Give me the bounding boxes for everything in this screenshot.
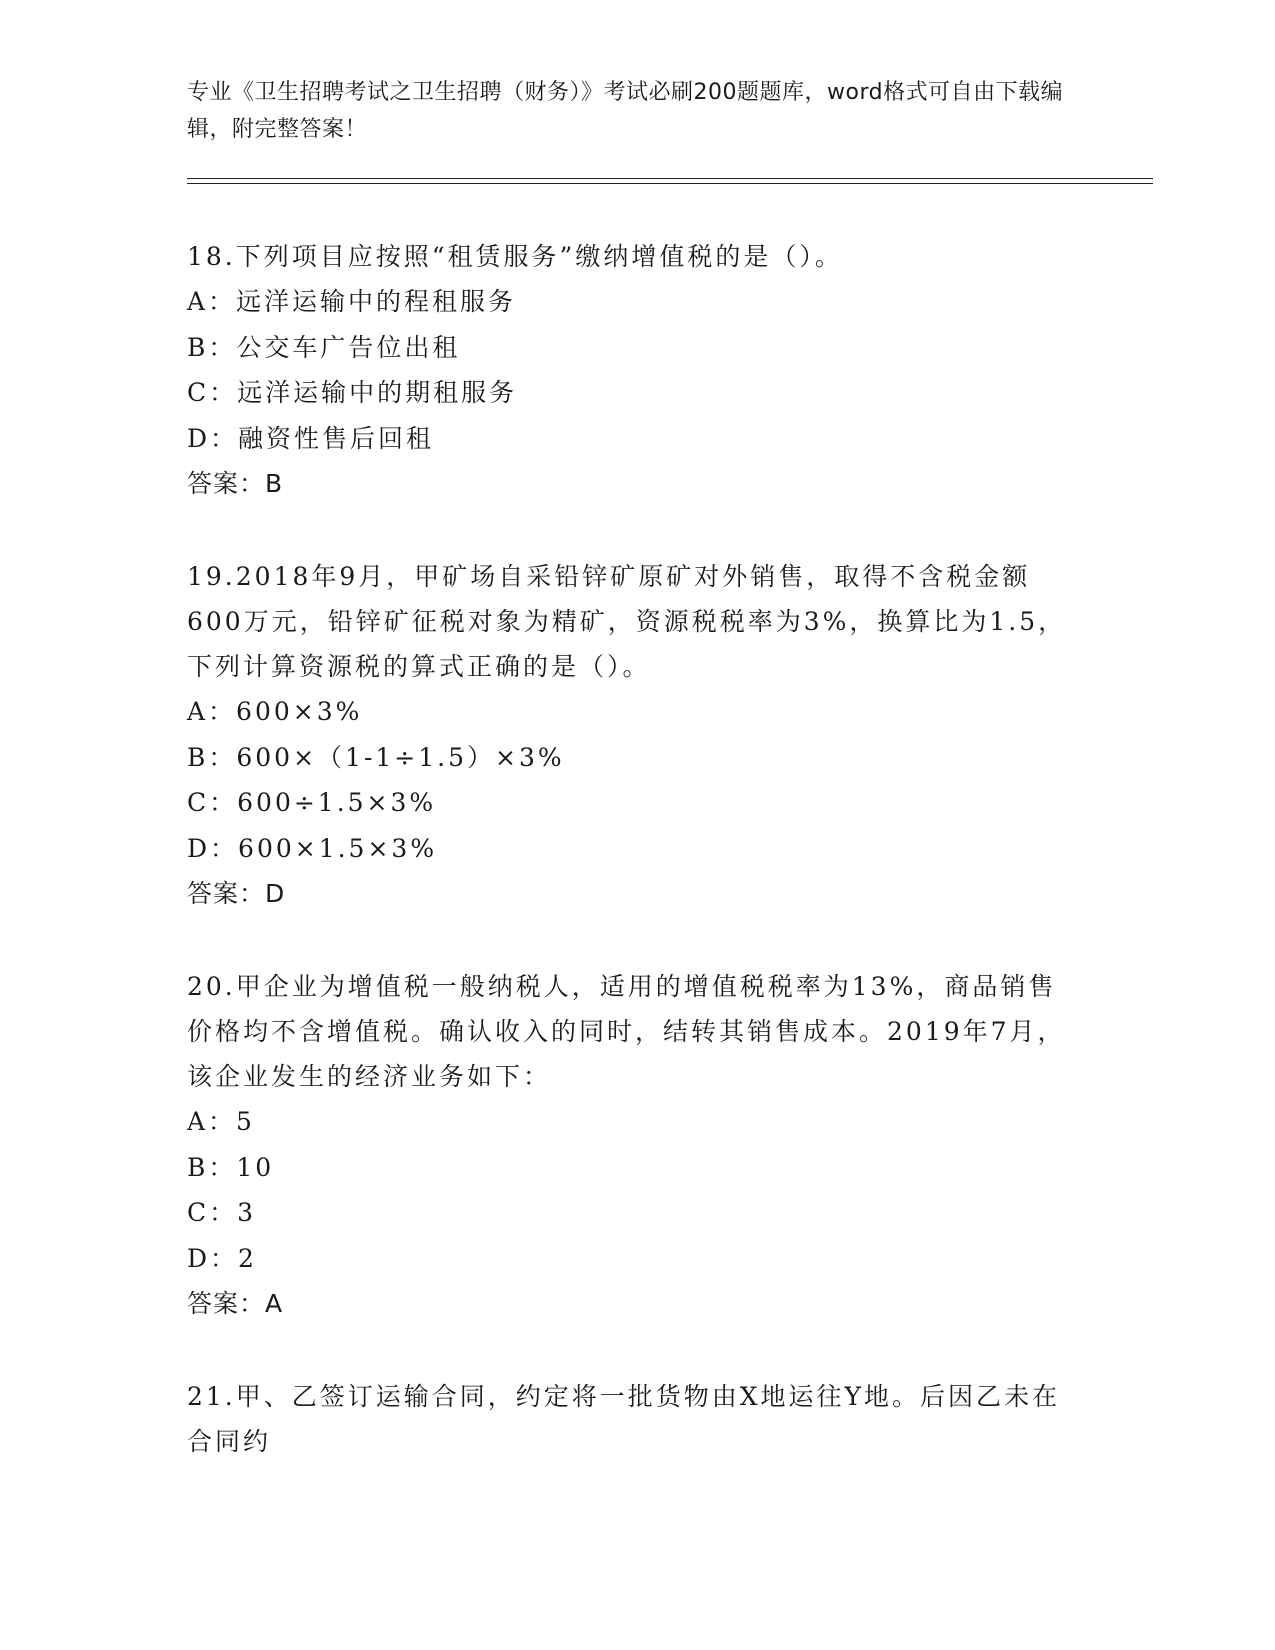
option-d: D：融资性售后回租 (187, 423, 435, 453)
option-a: A：600×3% (187, 697, 363, 726)
question-stem: 20.甲企业为增值税一般纳税人，适用的增值税税率为13%，商品销售价格均不含增值税。确认收入的同时，结转其销售成本。2019年7月，该企业发生的经济业务如下： (187, 972, 1066, 1091)
option-c: C：3 (187, 1198, 257, 1227)
option-b: B：600×（1-1÷1.5）×3% (187, 742, 565, 772)
option-a: A：5 (187, 1107, 255, 1136)
option-c: C：600÷1.5×3% (187, 788, 437, 817)
document-header: 专业《卫生招聘考试之卫生招聘（财务）》考试必刷200题题库，word格式可自由下载编辑，附完整答案！ (187, 80, 1064, 142)
question-18 (187, 234, 1077, 506)
header-divider-bottom (187, 183, 1153, 184)
question-stem: 18.下列项目应按照“租赁服务”缴纳增值税的是（）。 (187, 242, 843, 271)
answer: 答案：B (187, 469, 284, 498)
answer: 答案：A (187, 1289, 284, 1318)
option-a: A：远洋运输中的程租服务 (187, 287, 517, 316)
option-b: B：10 (187, 1152, 275, 1182)
question-stem: 19.2018年9月，甲矿场自采铅锌矿原矿对外销售，取得不含税金额600万元，铅锌矿征税对象为精矿，资源税税率为3%，换算比为1.5，下列计算资源税的算式正确的是（）。 (187, 562, 1067, 681)
option-d: D：600×1.5×3% (187, 833, 438, 863)
question-21 (187, 1374, 1077, 1464)
option-d: D：2 (187, 1243, 257, 1273)
answer: 答案：D (187, 879, 286, 908)
option-b: B：公交车广告位出租 (187, 332, 461, 362)
question-19 (187, 554, 1077, 916)
question-stem: 21.甲、乙签订运输合同，约定将一批货物由X地运往Y地。后因乙未在合同约 (187, 1382, 1061, 1456)
option-c: C：远洋运输中的期租服务 (187, 378, 518, 407)
header-divider-top (187, 178, 1153, 179)
question-20 (187, 964, 1077, 1326)
